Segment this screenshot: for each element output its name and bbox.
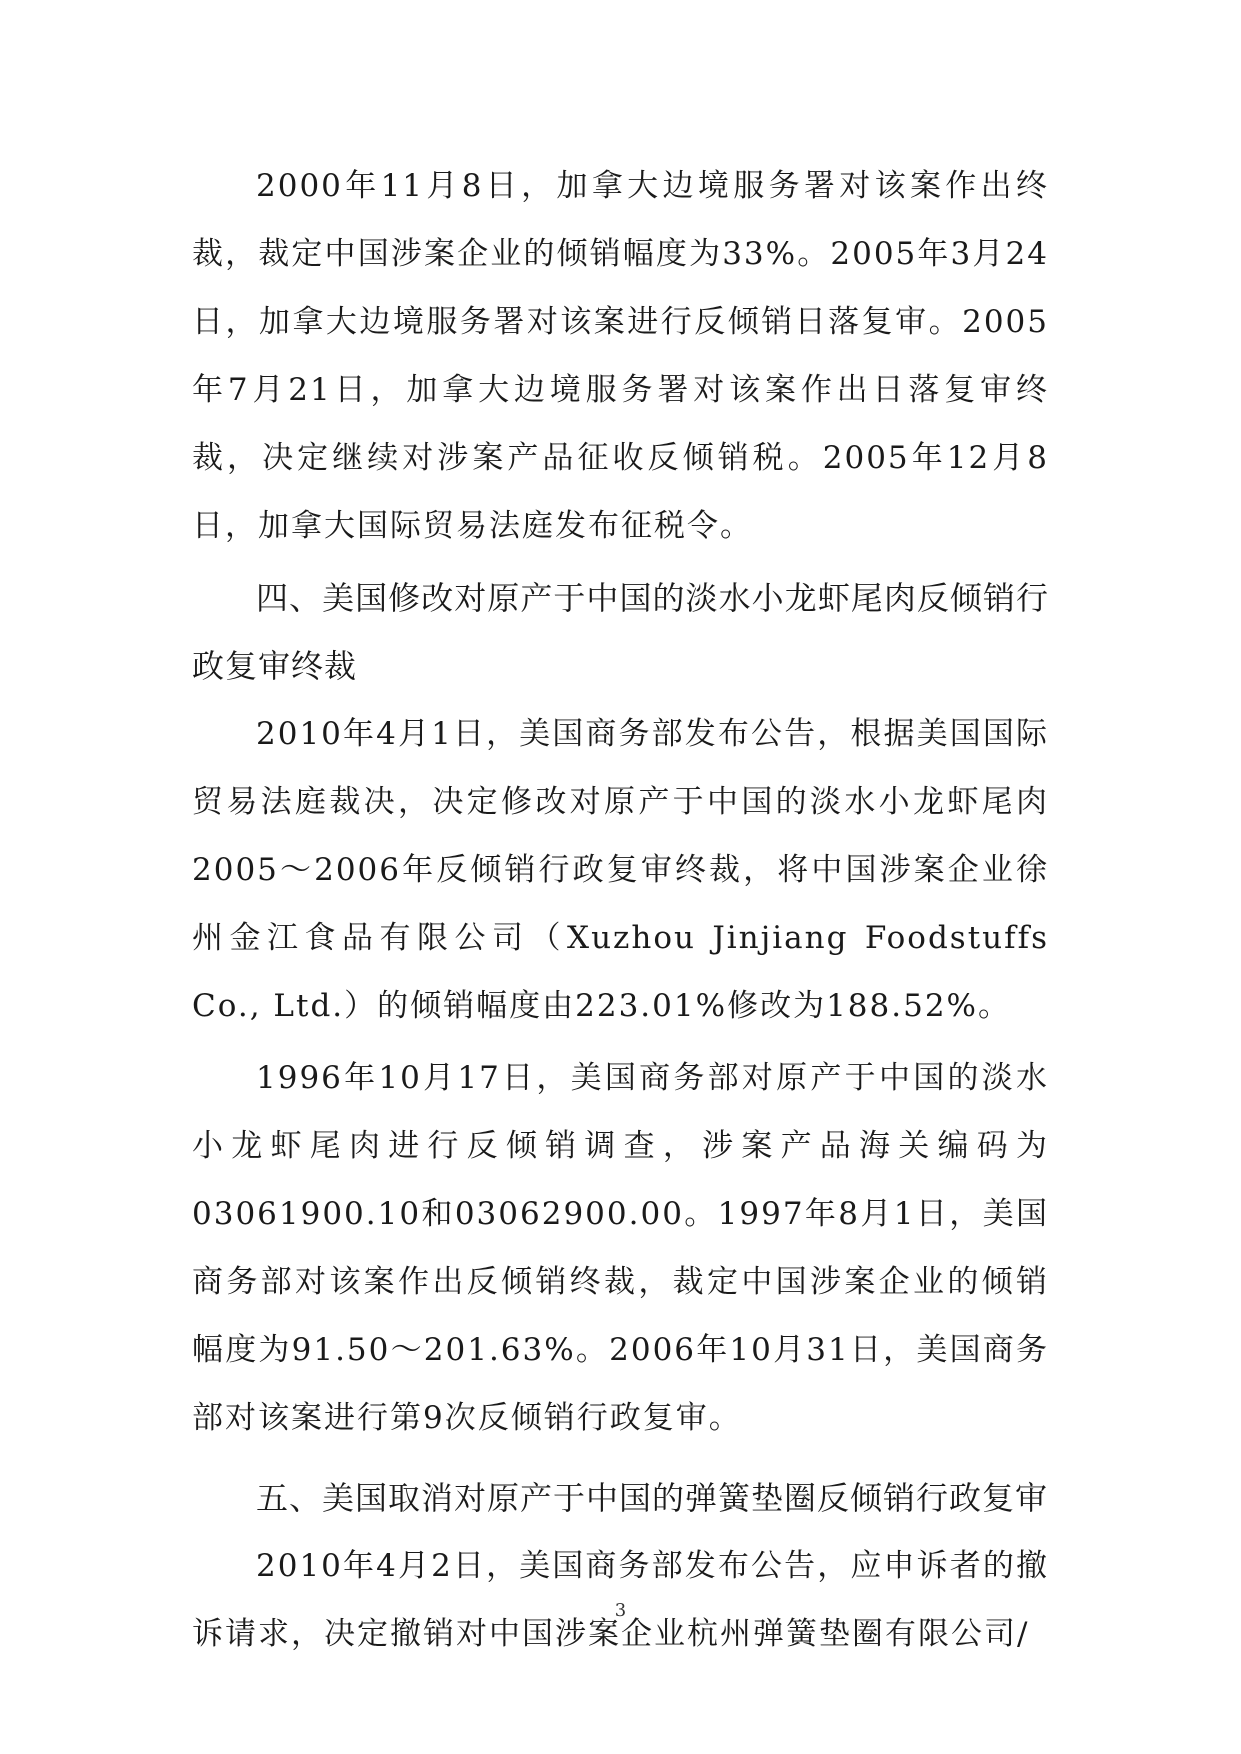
- paragraph-lock-washer: 2010年4月2日，美国商务部发布公告，应申诉者的撤诉请求，决定撤销对中国涉案企业杭州弹簧垫圈有限公司/: [192, 1548, 1049, 1652]
- page-number: 3: [614, 1600, 627, 1621]
- section-heading-4: 四、美国修改对原产于中国的淡水小龙虾尾肉反倾销行政复审终裁: [192, 579, 1049, 685]
- document-body: [192, 152, 1049, 1668]
- paragraph-crawfish-history: 1996年10月17日，美国商务部对原产于中国的淡水小龙虾尾肉进行反倾销调查，涉案产品海关编码为03061900.10和03062900.00。1997年8月1日，美国商务部对该案作出反倾销终裁，裁定中国涉案企业的倾销幅度为91.50～201.63%。2006年10月31日，美国商务部对该案进行第9次反倾销行政复审。: [192, 1060, 1049, 1436]
- section-heading-5: 五、美国取消对原产于中国的弹簧垫圈反倾销行政复审: [256, 1479, 1049, 1517]
- paragraph-canada-ruling: 2000年11月8日，加拿大边境服务署对该案作出终裁，裁定中国涉案企业的倾销幅度为33%。2005年3月24日，加拿大边境服务署对该案进行反倾销日落复审。2005年7月21日，加拿大边境服务署对该案作出日落复审终裁，决定继续对涉案产品征收反倾销税。2005年12月8日，加拿大国际贸易法庭发布征税令。: [192, 168, 1049, 544]
- paragraph-crawfish-revision: 2010年4月1日，美国商务部发布公告，根据美国国际贸易法庭裁决，决定修改对原产于中国的淡水小龙虾尾肉2005～2006年反倾销行政复审终裁，将中国涉案企业徐州金江食品有限公司（Xuzhou Jinjiang Foodstuffs Co., Ltd.）的倾销幅度由223.01%修改为188.52%。: [192, 716, 1049, 1024]
